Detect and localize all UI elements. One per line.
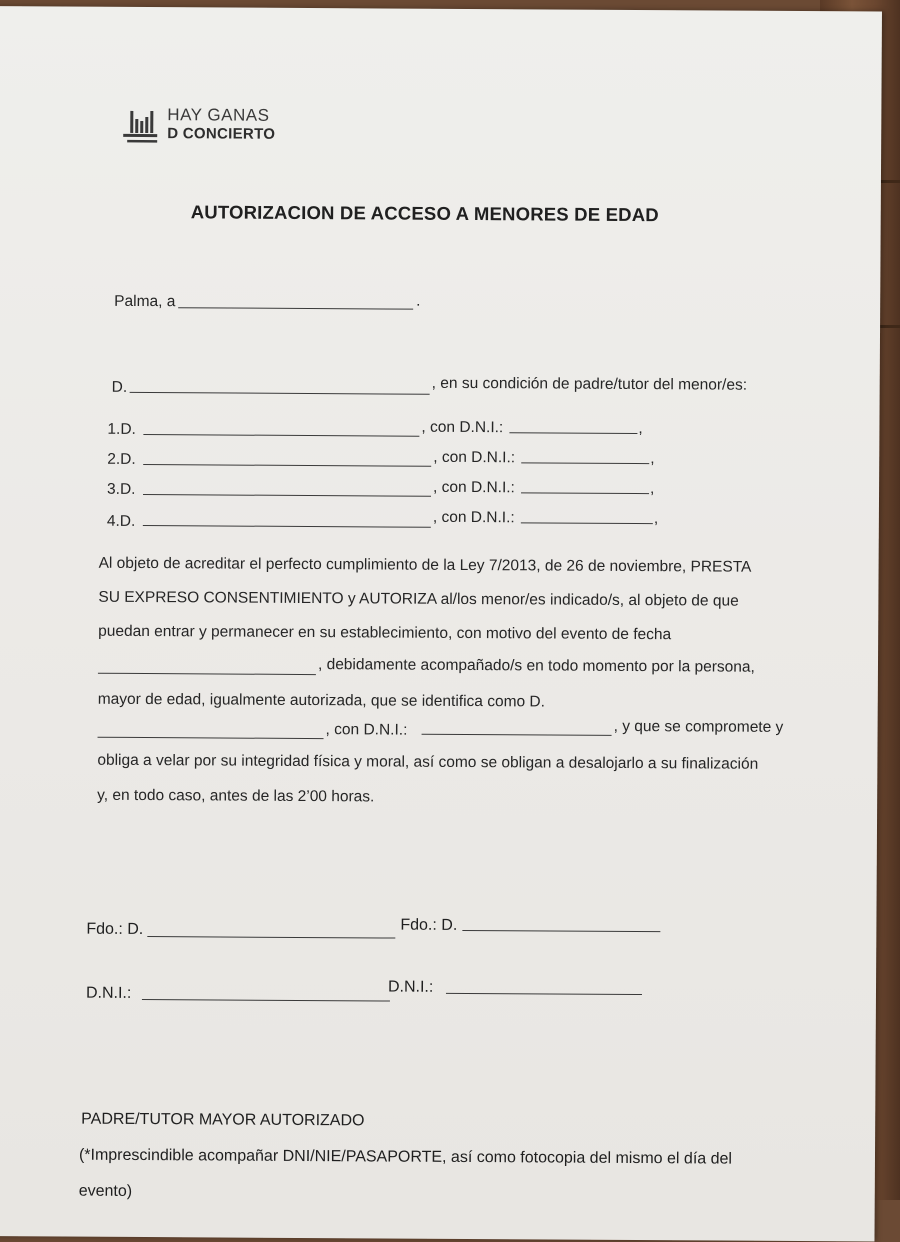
body-line-8: y, en todo caso, antes de las 2’00 horas. <box>97 786 375 806</box>
body-line-6a: , con D.N.I.: <box>325 721 408 739</box>
paper-sheet <box>0 6 882 1241</box>
minor-end: , <box>638 420 643 438</box>
date-label: Palma, a <box>114 292 176 311</box>
dni-field-2[interactable] <box>446 993 642 995</box>
guardian-suffix: , en su condición de padre/tutor del menor/es: <box>431 374 748 394</box>
footer-heading: PADRE/TUTOR MAYOR AUTORIZADO <box>81 1110 365 1130</box>
body-line-1: Al objeto de acreditar el perfecto cumplimiento de la Ley 7/2013, de 26 de noviembre, PRESTA <box>98 554 752 576</box>
signature-field-1[interactable] <box>147 936 395 939</box>
footer-note-line-1: (*Imprescindible acompañar DNI/NIE/PASAPORTE, así como fotocopia del mismo el día del <box>78 1146 733 1168</box>
signature-field-2[interactable] <box>462 930 660 932</box>
guardian-name-field[interactable] <box>130 392 430 395</box>
signature-label-1: Fdo.: D. <box>86 920 144 939</box>
minor-dni-field[interactable] <box>521 492 649 494</box>
minor-name-field[interactable] <box>143 434 419 437</box>
minor-dni-label: , con D.N.I.: <box>433 478 515 497</box>
event-date-field[interactable] <box>98 673 316 675</box>
minor-label: 4.D. <box>106 512 136 530</box>
minor-end: , <box>650 480 655 498</box>
minor-label: 3.D. <box>106 480 136 498</box>
minor-name-field[interactable] <box>143 494 431 497</box>
minor-end: , <box>650 450 655 468</box>
companion-name-field[interactable] <box>98 737 324 739</box>
minor-dni-field[interactable] <box>509 432 637 434</box>
body-line-6b: , y que se compromete y <box>613 717 784 736</box>
body-line-5: mayor de edad, igualmente autorizada, que se identifica como D. <box>97 690 545 711</box>
minor-end: , <box>653 510 659 528</box>
dni-label-1: D.N.I.: <box>85 984 132 1002</box>
minor-label: 1.D. <box>107 420 136 438</box>
minor-dni-field[interactable] <box>521 522 653 524</box>
date-end: . <box>416 292 421 310</box>
signature-label-2: Fdo.: D. <box>400 916 458 934</box>
document-title: AUTORIZACION DE ACCESO A MENORES DE EDAD <box>190 201 659 226</box>
minor-dni-label: , con D.N.I.: <box>421 418 504 437</box>
hand-bars-icon <box>121 107 161 147</box>
brand-logo <box>121 105 311 152</box>
minor-dni-field[interactable] <box>521 462 649 464</box>
minor-dni-label: , con D.N.I.: <box>432 508 515 527</box>
body-line-7: obliga a velar por su integridad física y moral, así como se obligan a desalojarlo a su finalización <box>97 751 759 773</box>
body-line-3: puedan entrar y permanecer en su establecimiento, con motivo del evento de fecha <box>98 622 672 644</box>
body-line-4: , debidamente acompañado/s en todo momento por la persona, <box>317 656 755 676</box>
minor-dni-label: , con D.N.I.: <box>433 448 516 467</box>
body-line-2: SU EXPRESO CONSENTIMIENTO y AUTORIZA al/los menor/es indicado/s, al objeto de que <box>98 588 739 610</box>
minor-name-field[interactable] <box>143 525 431 528</box>
guardian-label: D. <box>111 378 128 396</box>
companion-dni-field[interactable] <box>422 734 612 736</box>
minor-label: 2.D. <box>107 450 136 468</box>
logo-text-line2: D CONCIERTO <box>167 125 276 143</box>
logo-text-line1: HAY GANAS <box>167 105 270 125</box>
footer-note-line-2: evento) <box>78 1182 133 1200</box>
dni-field-1[interactable] <box>142 999 390 1002</box>
date-field[interactable] <box>178 307 413 309</box>
dni-label-2: D.N.I.: <box>387 978 434 996</box>
minor-name-field[interactable] <box>143 464 431 467</box>
